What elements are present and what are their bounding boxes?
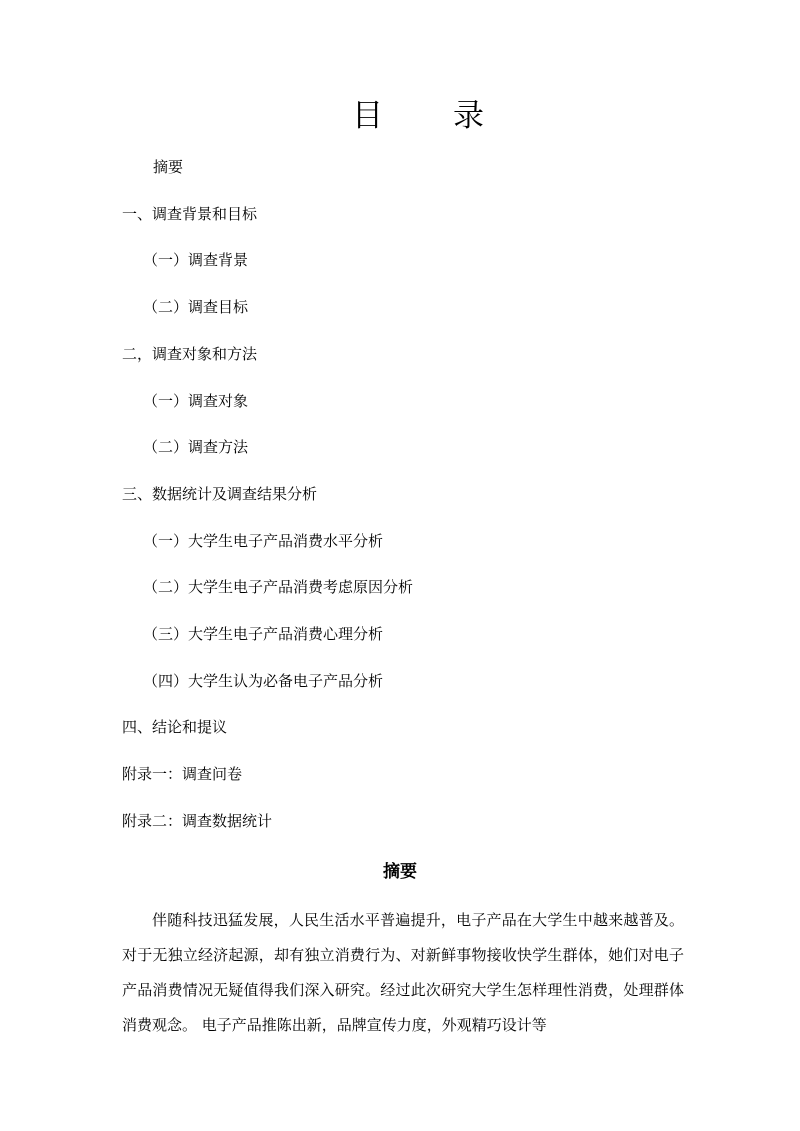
toc-title <box>0 96 800 136</box>
toc-entry: （一）调查背景 <box>143 251 249 270</box>
toc-entry: （三）大学生电子产品消费心理分析 <box>143 625 384 643</box>
toc-entry: 附录二：调查数据统计 <box>122 811 273 830</box>
toc-title-char-2: 录 <box>453 98 484 134</box>
toc-entry: 二，调查对象和方法 <box>122 344 258 363</box>
toc-entry: （一）调查对象 <box>143 391 249 410</box>
toc-entry: 三、数据统计及调查结果分析 <box>122 484 318 503</box>
toc-entry: （二）调查目标 <box>143 298 249 317</box>
toc-entry: （二）调查方法 <box>143 438 249 457</box>
toc-entry: 摘要 <box>153 158 184 176</box>
toc-entry: 附录一：调查问卷 <box>122 765 243 784</box>
abstract-paragraph: 伴随科技迅猛发展，人民生活水平普遍提升，电子产品在大学生中越来越普及。对于无独立经济起源，却有独立消费行为、对新鲜事物接收快学生群体，她们对电子产品消费情况无疑值得我们深入研究。经过此次研究大学生怎样理性消费，处理群体消费观念。 电子产品推陈出新，品牌宣传力度，外观精巧设计等 <box>122 911 684 1034</box>
toc-entry: （四）大学生认为必备电子产品分析 <box>143 671 384 690</box>
toc-title-char-1: 目 <box>352 98 383 134</box>
toc-entry: （一）大学生电子产品消费水平分析 <box>143 531 384 550</box>
toc-entry: （二）大学生电子产品消费考虑原因分析 <box>143 578 414 597</box>
toc-entry: 一、调查背景和目标 <box>122 204 258 223</box>
abstract-heading: 摘要 <box>383 862 417 882</box>
toc-entry: 四、结论和提议 <box>122 718 228 737</box>
